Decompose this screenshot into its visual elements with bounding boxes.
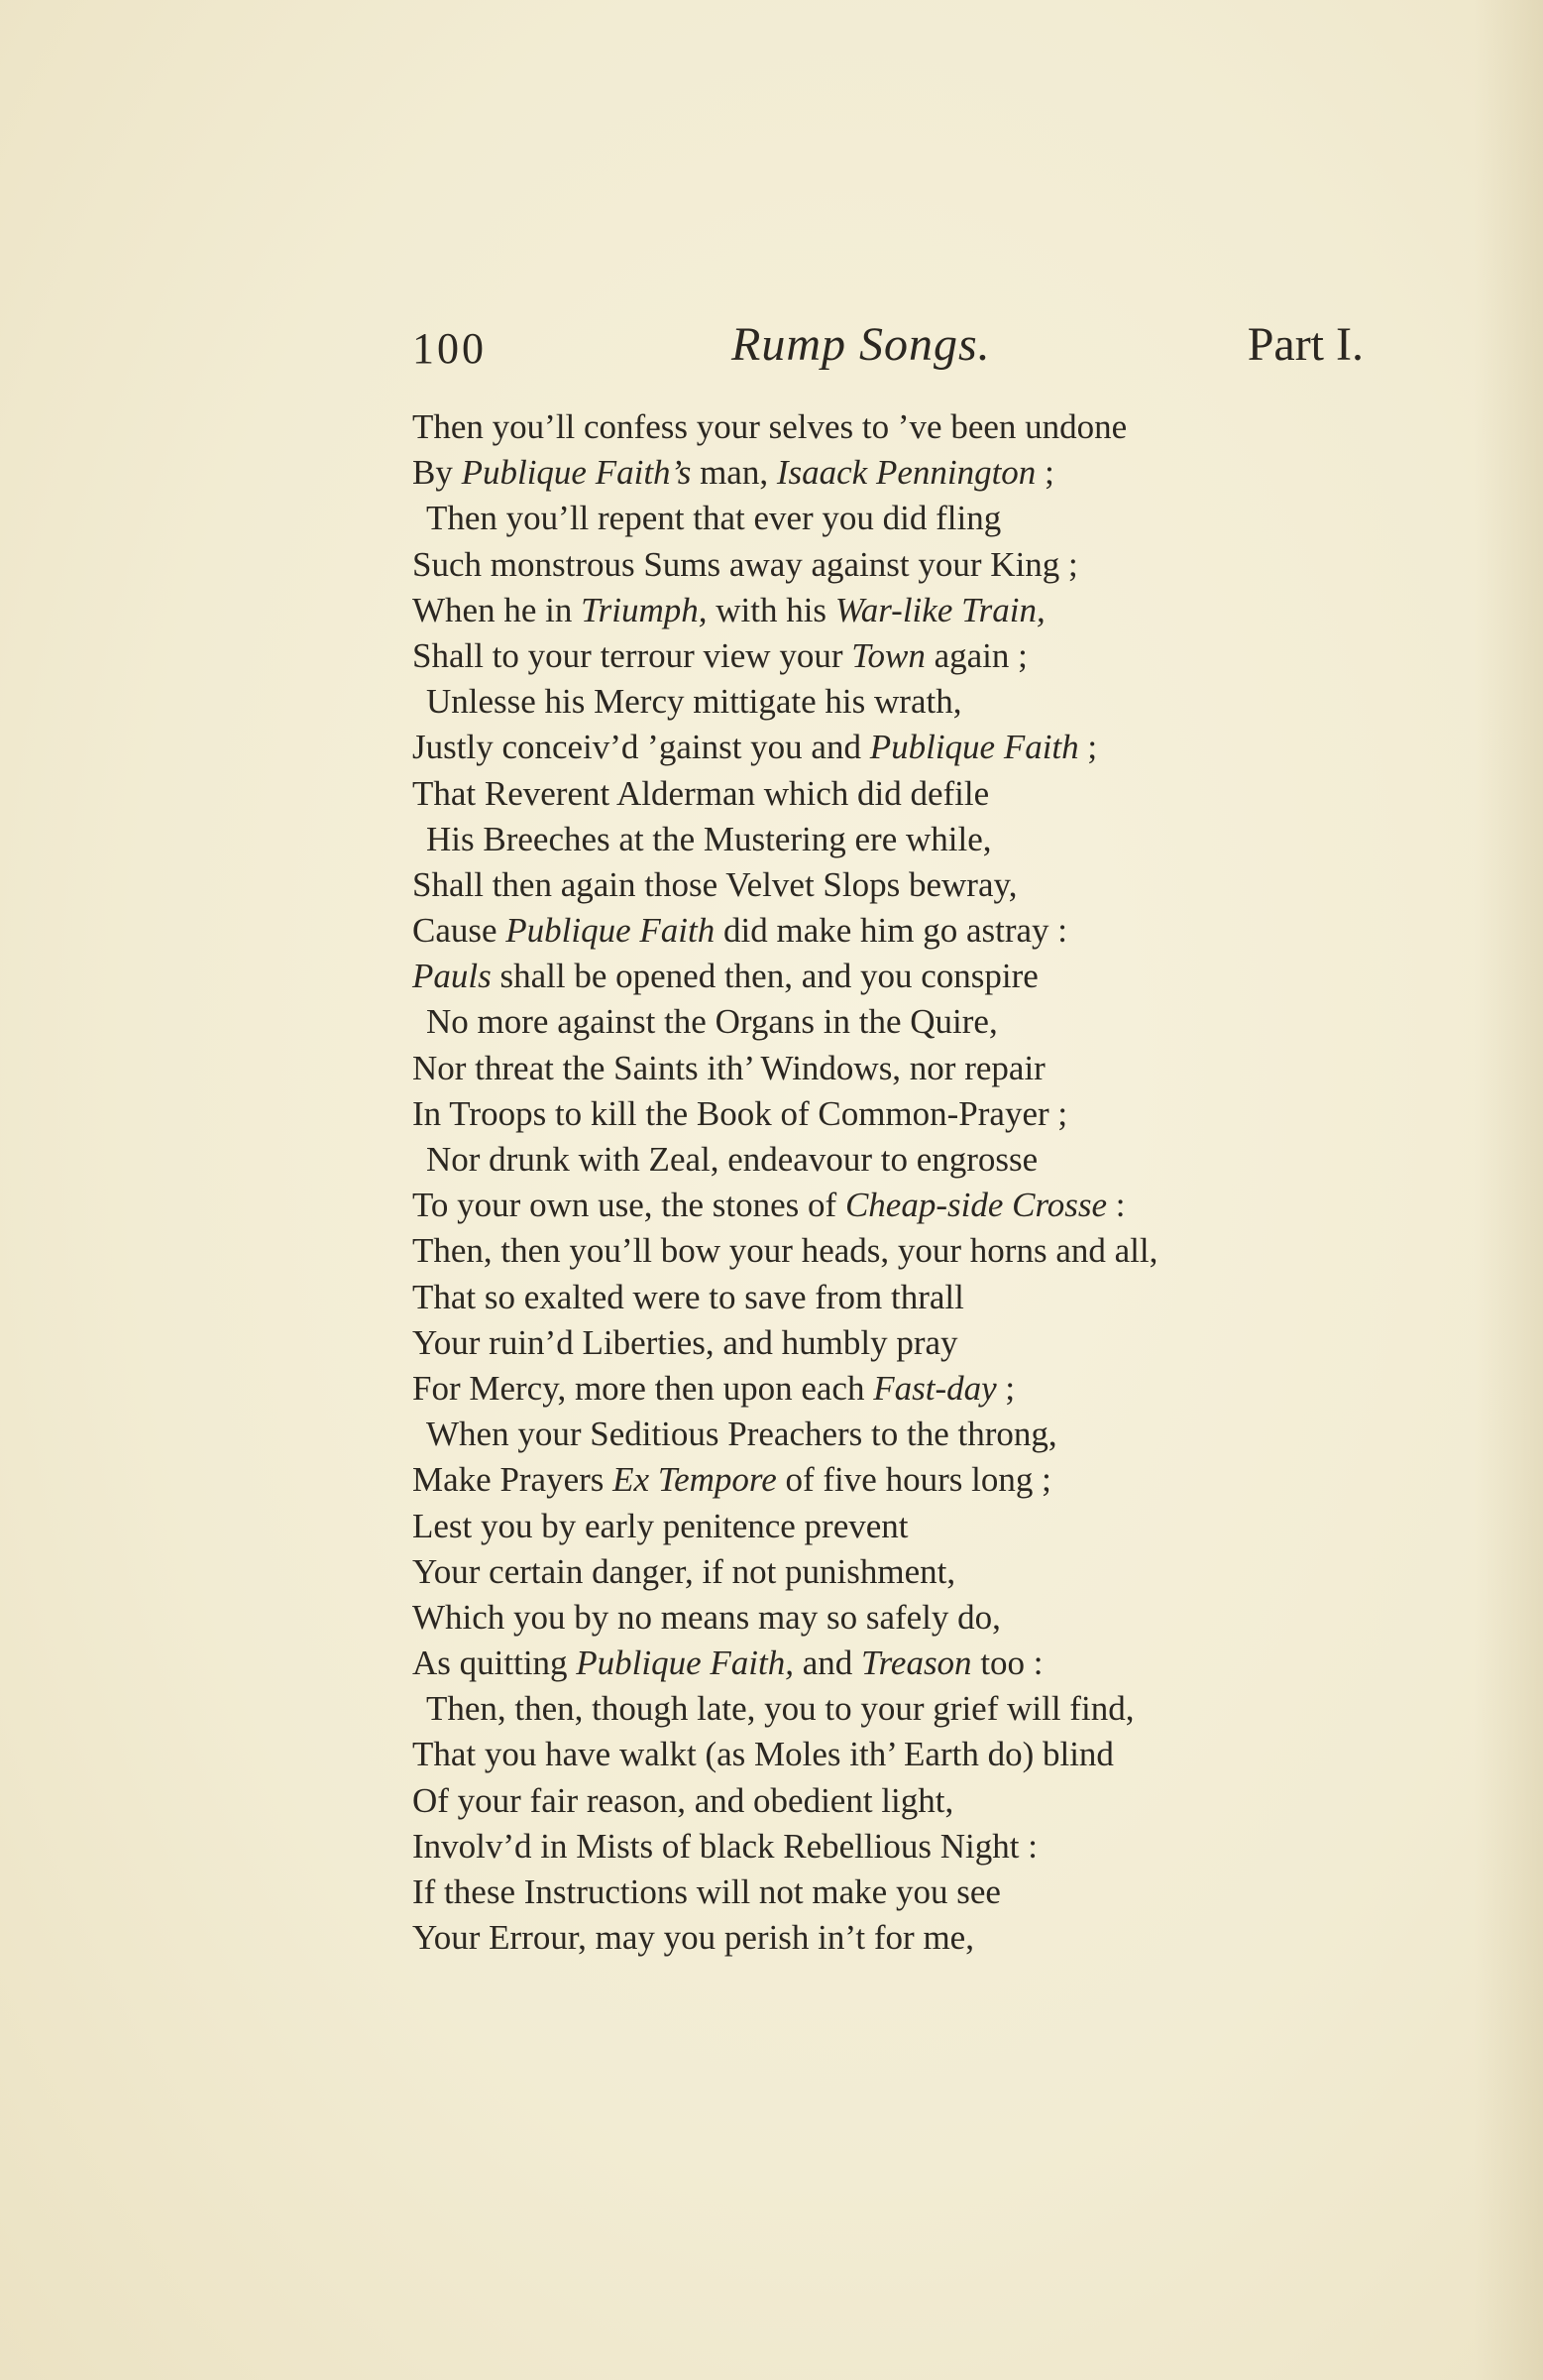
line-text: of five hours long ; bbox=[776, 1460, 1051, 1500]
line-text: Justly conceiv’d ’gainst you and bbox=[412, 728, 870, 767]
poem-line bbox=[412, 862, 1364, 908]
line-text: Lest you by early penitence prevent bbox=[412, 1506, 909, 1545]
poem-line bbox=[412, 679, 1364, 725]
line-text: Then you’ll repent that ever you did fling bbox=[426, 499, 1002, 538]
italic-text: Publique Faith bbox=[505, 911, 716, 951]
italic-text: Town bbox=[851, 635, 926, 675]
line-text: too : bbox=[971, 1643, 1044, 1683]
line-text: When he in bbox=[412, 590, 582, 629]
poem-line bbox=[412, 1457, 1364, 1503]
line-text: Shall to your terrour view your bbox=[412, 635, 852, 675]
line-text: shall be opened then, and you conspire bbox=[491, 957, 1039, 996]
line-text: Nor threat the Saints ith’ Windows, nor repair bbox=[412, 1048, 1046, 1087]
poem-line bbox=[412, 1595, 1364, 1641]
italic-text: Ex Tempore bbox=[612, 1460, 777, 1500]
line-text: Shall then again those Velvet Slops bewray, bbox=[412, 864, 1018, 904]
page-number: 100 bbox=[412, 324, 487, 373]
line-text: Which you by no means may so safely do, bbox=[412, 1597, 1001, 1637]
line-text: ; bbox=[1078, 728, 1098, 767]
line-text: That you have walkt (as Moles ith’ Earth do) blind bbox=[412, 1735, 1114, 1774]
page-header bbox=[412, 317, 1364, 387]
poem-line bbox=[412, 1870, 1364, 1915]
line-text: Your ruin’d Liberties, and humbly pray bbox=[412, 1322, 958, 1362]
line-text: again ; bbox=[925, 635, 1028, 675]
line-text: For Mercy, more then upon each bbox=[412, 1368, 874, 1408]
poem-line bbox=[412, 542, 1364, 588]
italic-text: Triumph, bbox=[581, 590, 708, 629]
poem-line bbox=[412, 908, 1364, 954]
line-text: Nor drunk with Zeal, endeavour to engrosse bbox=[426, 1140, 1039, 1179]
poem-body bbox=[412, 404, 1364, 1961]
poem-line bbox=[412, 588, 1364, 633]
italic-text: Publique Faith bbox=[869, 728, 1079, 767]
poem-line bbox=[412, 496, 1364, 541]
line-text: In Troops to kill the Book of Common-Prayer ; bbox=[412, 1093, 1068, 1133]
line-text: If these Instructions will not make you see bbox=[412, 1872, 1001, 1911]
poem-line bbox=[412, 1183, 1364, 1228]
poem-line bbox=[412, 999, 1364, 1045]
line-text: When your Seditious Preachers to the throng, bbox=[426, 1415, 1057, 1454]
line-text: man, bbox=[691, 453, 777, 493]
line-text: Such monstrous Sums away against your King ; bbox=[412, 544, 1078, 584]
poem-line bbox=[412, 1915, 1364, 1961]
line-text: Cause bbox=[412, 911, 506, 951]
italic-text: Publique Faith’s bbox=[461, 453, 692, 493]
italic-text: War-like Train, bbox=[834, 590, 1046, 629]
poem-line bbox=[412, 954, 1364, 999]
poem-line bbox=[412, 725, 1364, 770]
poem-line bbox=[412, 1137, 1364, 1183]
poem-line bbox=[412, 404, 1364, 450]
poem-line bbox=[412, 1686, 1364, 1732]
line-text: Then, then, though late, you to your grief will find, bbox=[426, 1689, 1135, 1729]
poem-line bbox=[412, 1091, 1364, 1137]
line-text: Of your fair reason, and obedient light, bbox=[412, 1780, 954, 1820]
line-text: His Breeches at the Mustering ere while, bbox=[426, 819, 992, 858]
line-text: with his bbox=[707, 590, 835, 629]
poem-line bbox=[412, 450, 1364, 496]
line-text: That Reverent Alderman which did defile bbox=[412, 773, 990, 813]
line-text: No more against the Organs in the Quire, bbox=[426, 1002, 998, 1042]
poem-line bbox=[412, 771, 1364, 817]
poem-line bbox=[412, 1320, 1364, 1366]
line-text: Then, then you’ll bow your heads, your horns and all, bbox=[412, 1231, 1158, 1271]
line-text: As quitting bbox=[412, 1643, 577, 1683]
italic-text: Cheap-side Crosse bbox=[844, 1186, 1108, 1225]
part-label: Part I. bbox=[1247, 318, 1364, 371]
poem-line bbox=[412, 633, 1364, 679]
italic-text: Pauls bbox=[412, 957, 492, 996]
italic-text: Fast-day bbox=[873, 1368, 997, 1408]
italic-text: Publique Faith, bbox=[576, 1643, 794, 1683]
poem-line bbox=[412, 1412, 1364, 1457]
poem-line bbox=[412, 1549, 1364, 1595]
poem-line bbox=[412, 1275, 1364, 1320]
poem-line bbox=[412, 1366, 1364, 1412]
line-text: did make him go astray : bbox=[715, 911, 1068, 951]
line-text: ; bbox=[996, 1368, 1016, 1408]
line-text: Make Prayers bbox=[412, 1460, 613, 1500]
line-text: Your Errour, may you perish in’t for me, bbox=[412, 1918, 974, 1958]
poem-line bbox=[412, 1824, 1364, 1870]
line-text: Unlesse his Mercy mittigate his wrath, bbox=[426, 682, 962, 722]
line-text: ; bbox=[1036, 453, 1054, 493]
line-text: Your certain danger, if not punishment, bbox=[412, 1551, 956, 1591]
poem-line bbox=[412, 1732, 1364, 1777]
line-text: To your own use, the stones of bbox=[412, 1186, 845, 1225]
line-text: By bbox=[412, 453, 462, 493]
italic-text: Treason bbox=[861, 1643, 972, 1683]
line-text: : bbox=[1107, 1186, 1126, 1225]
poem-line bbox=[412, 817, 1364, 862]
poem-line bbox=[412, 1228, 1364, 1274]
line-text: and bbox=[794, 1643, 862, 1683]
poem-line bbox=[412, 1778, 1364, 1824]
line-text: Then you’ll confess your selves to ’ve been undone bbox=[412, 407, 1128, 446]
page-edge-shade bbox=[1474, 0, 1543, 2380]
poem-line bbox=[412, 1641, 1364, 1686]
running-title: Rump Songs. bbox=[731, 318, 991, 371]
poem-line bbox=[412, 1504, 1364, 1549]
line-text: Involv’d in Mists of black Rebellious Night : bbox=[412, 1826, 1038, 1866]
italic-text: Isaack Pennington bbox=[776, 453, 1037, 493]
line-text: That so exalted were to save from thrall bbox=[412, 1277, 964, 1316]
poem-line bbox=[412, 1046, 1364, 1091]
